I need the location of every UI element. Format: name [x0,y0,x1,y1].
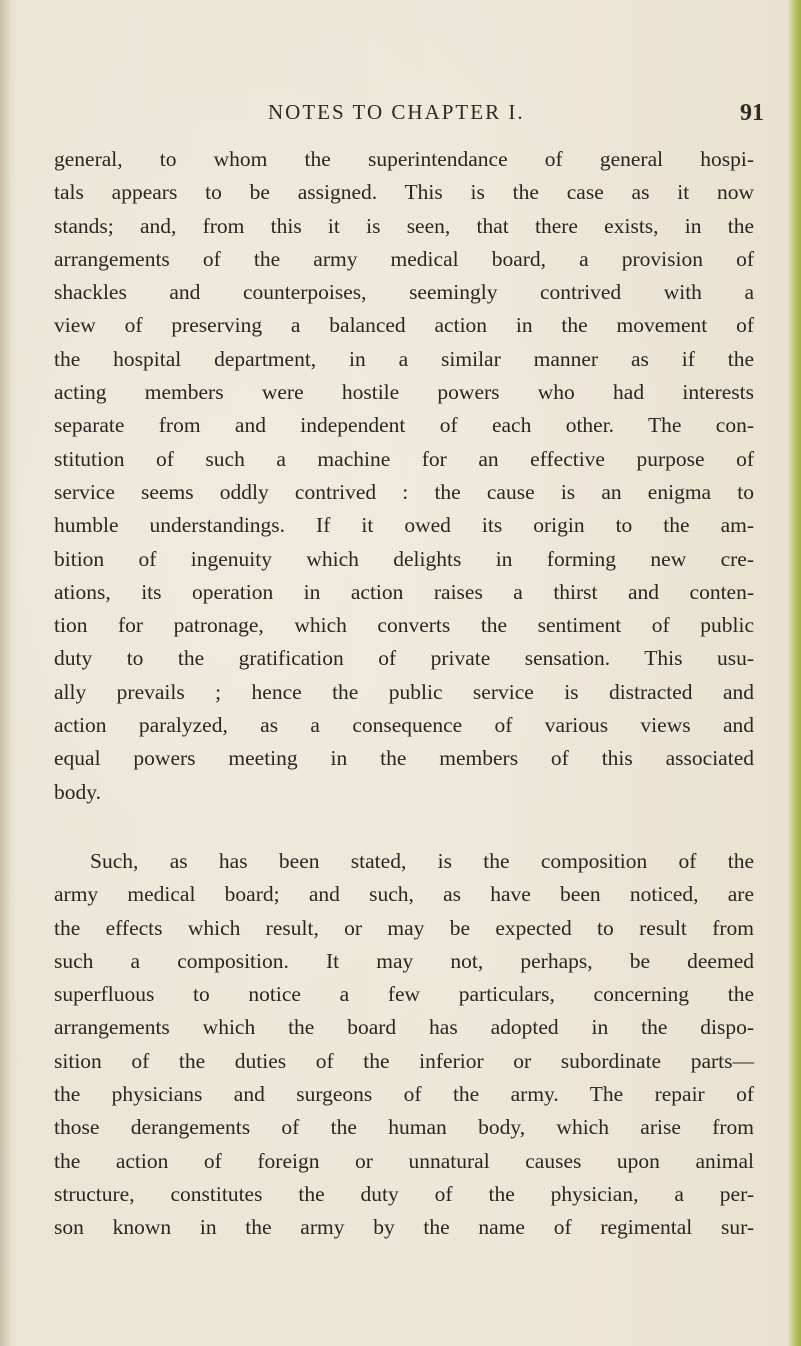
page-number: 91 [740,100,764,126]
text-line: duty to the gratification of private sensation. This usu- [54,646,754,671]
text-line: stands; and, from this it is seen, that there exists, in the [54,213,754,238]
paragraph-gap [54,809,754,845]
text-line: the hospital department, in a similar manner as if the [54,346,754,371]
text-line: son known in the army by the name of regimental sur- [54,1215,754,1240]
text-line: sition of the duties of the inferior or subordinate parts— [54,1048,754,1073]
running-title: NOTES TO CHAPTER I. [268,100,525,124]
text-line: humble understandings. If it owed its origin to the am- [54,513,754,538]
paragraph-2 [54,845,754,1245]
body-text [54,143,754,1245]
text-line: service seems oddly contrived : the cause is an enigma to [54,479,754,504]
text-line: body. [54,779,101,804]
text-line: Such, as has been stated, is the composition of the [90,848,754,873]
text-line: tals appears to be assigned. This is the case as it now [54,180,754,205]
text-line: arrangements which the board has adopted in the dispo- [54,1015,754,1040]
text-line: view of preserving a balanced action in the movement of [54,313,754,338]
page-edge [787,0,801,1346]
text-line: equal powers meeting in the members of this associated [54,746,754,771]
text-line: tion for patronage, which converts the sentiment of public [54,613,754,638]
text-line: action paralyzed, as a consequence of various views and [54,713,754,738]
text-line: general, to whom the superintendance of general hospi- [54,147,754,171]
page-gutter-shadow [0,0,10,1346]
text-line: arrangements of the army medical board, a provision of [54,246,754,271]
text-line: ations, its operation in action raises a thirst and conten- [54,579,754,604]
text-line: superfluous to notice a few particulars, concerning the [54,982,754,1007]
text-line: the physicians and surgeons of the army. The repair of [54,1082,754,1107]
text-line: structure, constitutes the duty of the physician, a per- [54,1181,754,1206]
text-line: acting members were hostile powers who had interests [54,380,754,405]
paragraph-1 [54,143,754,809]
running-head [0,100,801,130]
text-line: separate from and independent of each other. The con- [54,413,754,438]
text-line: army medical board; and such, as have been noticed, are [54,882,754,907]
text-line: those derangements of the human body, which arise from [54,1115,754,1140]
text-line: ally prevails ; hence the public service is distracted and [54,679,754,704]
text-line: bition of ingenuity which delights in forming new cre- [54,546,754,571]
text-line: the effects which result, or may be expected to result from [54,915,754,940]
text-line: stitution of such a machine for an effective purpose of [54,446,754,471]
text-line: shackles and counterpoises, seemingly contrived with a [54,280,754,305]
text-line: such a composition. It may not, perhaps, be deemed [54,948,754,973]
text-line: the action of foreign or unnatural causes upon animal [54,1148,754,1173]
